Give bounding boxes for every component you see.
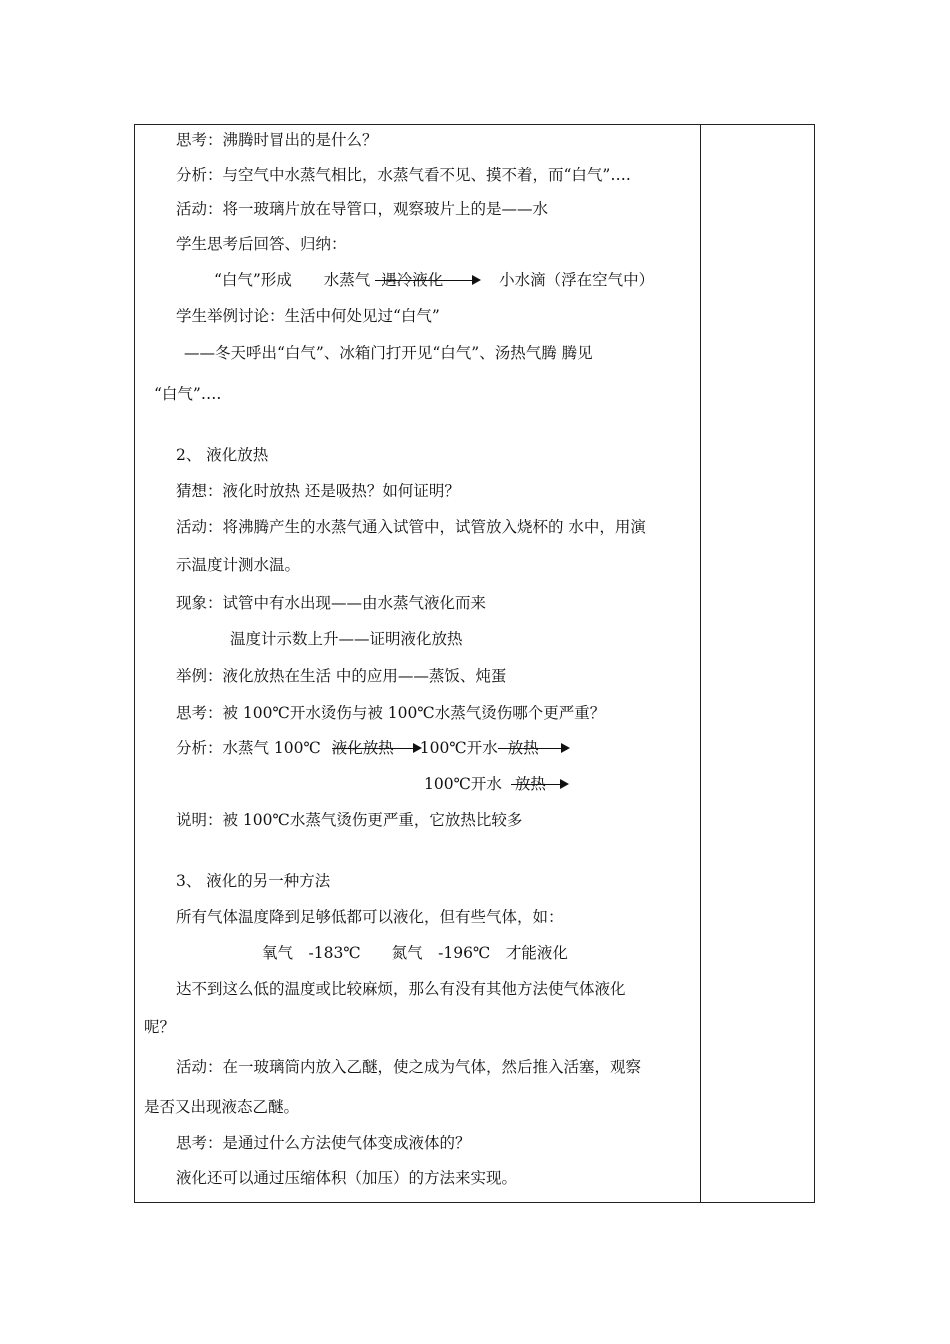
activity-ether: 活动：在一玻璃筒内放入乙醚，使之成为气体，然后推入活塞，观察 <box>176 1058 642 1076</box>
analysis-scald-row-2 <box>424 774 567 794</box>
water-droplets-label: 小水滴（浮在空气中） <box>499 271 655 289</box>
explanation: 说明：被 100℃水蒸气烫伤更严重，它放热比较多 <box>176 811 523 829</box>
think-scald: 思考：被 100℃开水烫伤与被 100℃水蒸气烫伤哪个更严重？ <box>176 704 606 722</box>
arrow-label: 液化放热 <box>331 739 394 757</box>
arrowhead-icon <box>560 779 569 789</box>
think-method: 思考：是通过什么方法使气体变成液体的？ <box>176 1134 471 1152</box>
boiling-water-label: 100℃开水 <box>419 739 498 757</box>
guess-heat: 猜想：液化时放热 还是吸热？如何证明？ <box>176 482 460 500</box>
examples-continued: “白气”…. <box>154 385 222 403</box>
conclusion-compression: 液化还可以通过压缩体积（加压）的方法来实现。 <box>176 1169 518 1187</box>
all-gases-liquefy: 所有气体温度降到足够低都可以液化，但有些气体，如： <box>176 908 564 926</box>
analysis-white-vapor: 分析：与空气中水蒸气相比，水蒸气看不见、摸不着，而“白气”…. <box>176 166 631 184</box>
release-heat-arrow-1 <box>498 738 568 758</box>
arrowhead-icon <box>561 743 570 753</box>
arrowhead-icon <box>472 275 481 285</box>
examples-white-vapor: ——冬天呼出“白气”、冰箱门打开见“白气”、汤热气腾 腾见 <box>184 344 593 362</box>
gas-temperatures: 氧气 -183℃ 氮气 -196℃ 才能液化 <box>262 944 568 962</box>
arrow-label: 放热 <box>507 739 539 757</box>
example-applications: 举例：液化放热在生活 中的应用——蒸饭、炖蛋 <box>176 667 507 685</box>
activity-glass-slide: 活动：将一玻璃片放在导管口，观察玻片上的是——水 <box>176 200 549 218</box>
white-vapor-formation <box>214 270 654 290</box>
column-divider <box>700 125 701 1202</box>
other-methods-question-end: 呢？ <box>144 1018 176 1036</box>
other-methods-question: 达不到这么低的温度或比较麻烦，那么有没有其他方法使气体液化 <box>176 980 626 998</box>
formation-label: “白气”形成 <box>214 271 292 289</box>
boiling-water-label-2: 100℃开水 <box>424 775 502 793</box>
analysis-scald-row-1 <box>176 738 568 758</box>
section-3-heading: 3、 液化的另一种方法 <box>176 872 331 890</box>
think-question-1: 思考：沸腾时冒出的是什么？ <box>176 131 378 149</box>
arrowhead-icon <box>413 743 422 753</box>
students-discuss: 学生举例讨论：生活中何处见过“白气” <box>176 307 440 325</box>
activity-test-tube: 活动：将沸腾产生的水蒸气通入试管中，试管放入烧杯的 水中，用演 <box>176 518 646 536</box>
activity-ether-continued: 是否又出现液态乙醚。 <box>144 1098 300 1116</box>
vapor-label: 水蒸气 <box>323 271 371 289</box>
liquefaction-heat-arrow <box>332 738 420 758</box>
vapor-100-label: 分析：水蒸气 100℃ <box>176 739 321 757</box>
arrow-label: 遇冷液化 <box>381 271 444 289</box>
students-summarize: 学生思考后回答、归纳： <box>176 235 347 253</box>
activity-continued: 示温度计测水温。 <box>176 556 301 574</box>
cooling-liquefaction-arrow <box>375 270 479 290</box>
phenomenon-1: 现象：试管中有水出现——由水蒸气液化而来 <box>176 594 487 612</box>
section-2-heading: 2、 液化放热 <box>176 446 269 464</box>
arrow-label: 放热 <box>514 775 546 793</box>
phenomenon-2: 温度计示数上升——证明液化放热 <box>230 630 463 648</box>
release-heat-arrow-2 <box>511 774 567 794</box>
